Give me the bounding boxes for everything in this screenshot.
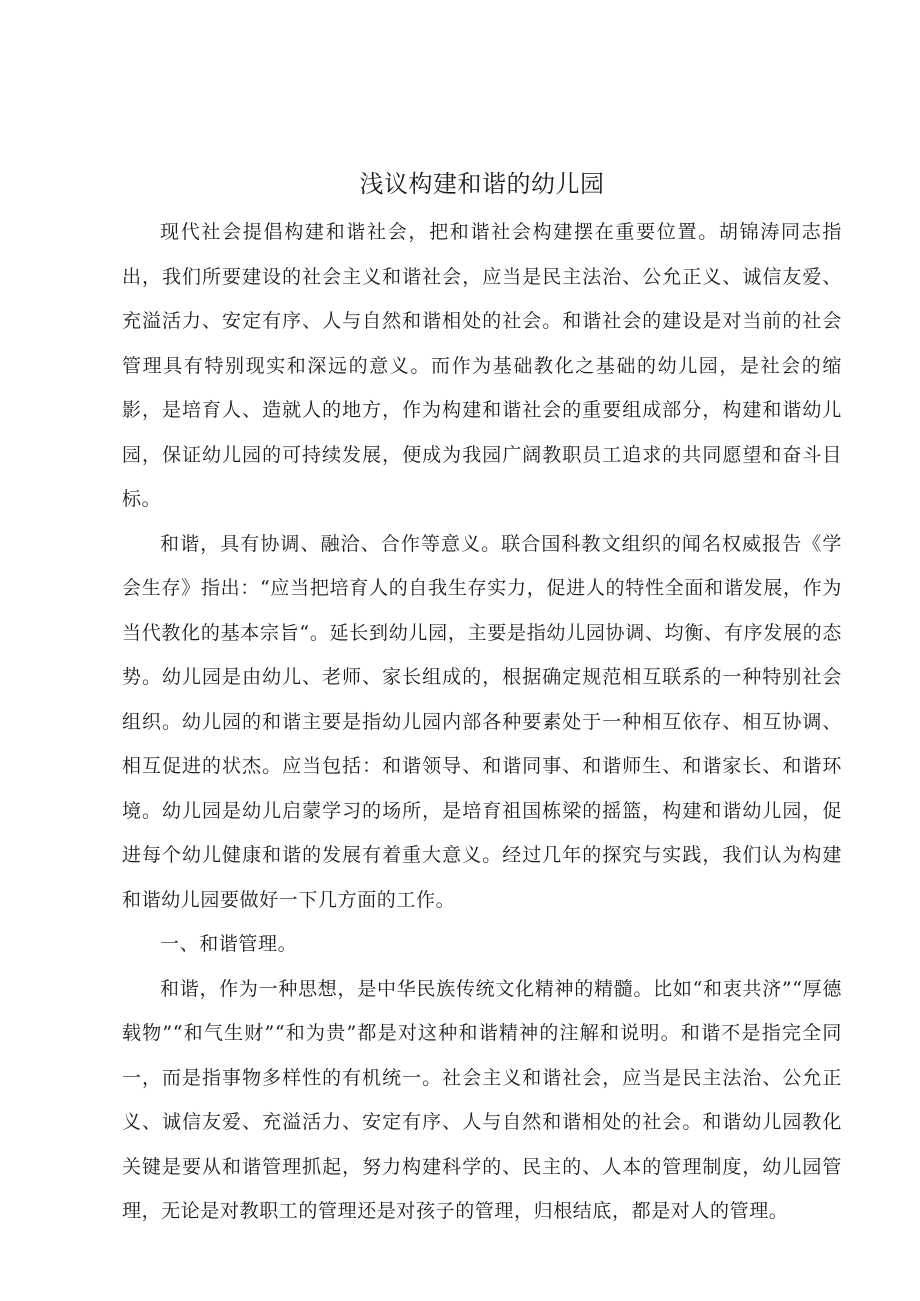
document-title: 浅议构建和谐的幼儿园: [359, 170, 605, 198]
section-heading-harmonious-management: 一、和谐管理。: [160, 933, 298, 955]
paragraph-harmonious-management: 和谐，作为一种思想，是中华民族传统文化精神的精髓。比如“和衷共济”“厚德载物”“和气生财”“和为贵”都是对这种和谐精神的注解和说明。和谐不是指完全同一，而是指事物多样性的有机统一。社会主义和谐社会，应当是民主法治、公允正义、诚信友爱、充溢活力、安定有序、人与自然和谐相处的社会。和谐幼儿园教化关键是要从和谐管理抓起，努力构建科学的、民主的、人本的管理制度，幼儿园管理，无论是对教职工的管理还是对孩子的管理，归根结底，都是对人的管理。: [122, 977, 842, 1222]
paragraph-harmony-definition: 和谐，具有协调、融洽、合作等意义。联合国科教文组织的闻名权威报告《学会生存》指出：“应当把培育人的自我生存实力，促进人的特性全面和谐发展，作为当代教化的基本宗旨“。延长到幼儿园，主要是指幼儿园协调、均衡、有序发展的态势。幼儿园是由幼儿、老师、家长组成的，根据确定规范相互联系的一种特别社会组织。幼儿园的和谐主要是指幼儿园内部各种要素处于一种相互依存、相互协调、相互促进的状杰。应当包括：和谐领导、和谐同事、和谐师生、和谐家长、和谐环境。幼儿园是幼儿启蒙学习的场所，是培育祖国栋梁的摇篮，构建和谐幼儿园，促进每个幼儿健康和谐的发展有着重大意义。经过几年的探究与实践，我们认为构建和谐幼儿园要做好一下几方面的工作。: [122, 532, 842, 911]
paragraph-intro: 现代社会提倡构建和谐社会，把和谐社会构建摆在重要位置。胡锦涛同志指出，我们所要建设的社会主义和谐社会，应当是民主法治、公允正义、诚信友爱、充溢活力、安定有序、人与自然和谐相处的社会。和谐社会的建设是对当前的社会管理具有特别现实和深远的意义。而作为基础教化之基础的幼儿园，是社会的缩影，是培育人、造就人的地方，作为构建和谐社会的重要组成部分，构建和谐幼儿园，保证幼儿园的可持续发展，便成为我园广阔教职员工追求的共同愿望和奋斗目标。: [122, 221, 842, 510]
document-page: [122, 158, 842, 1234]
